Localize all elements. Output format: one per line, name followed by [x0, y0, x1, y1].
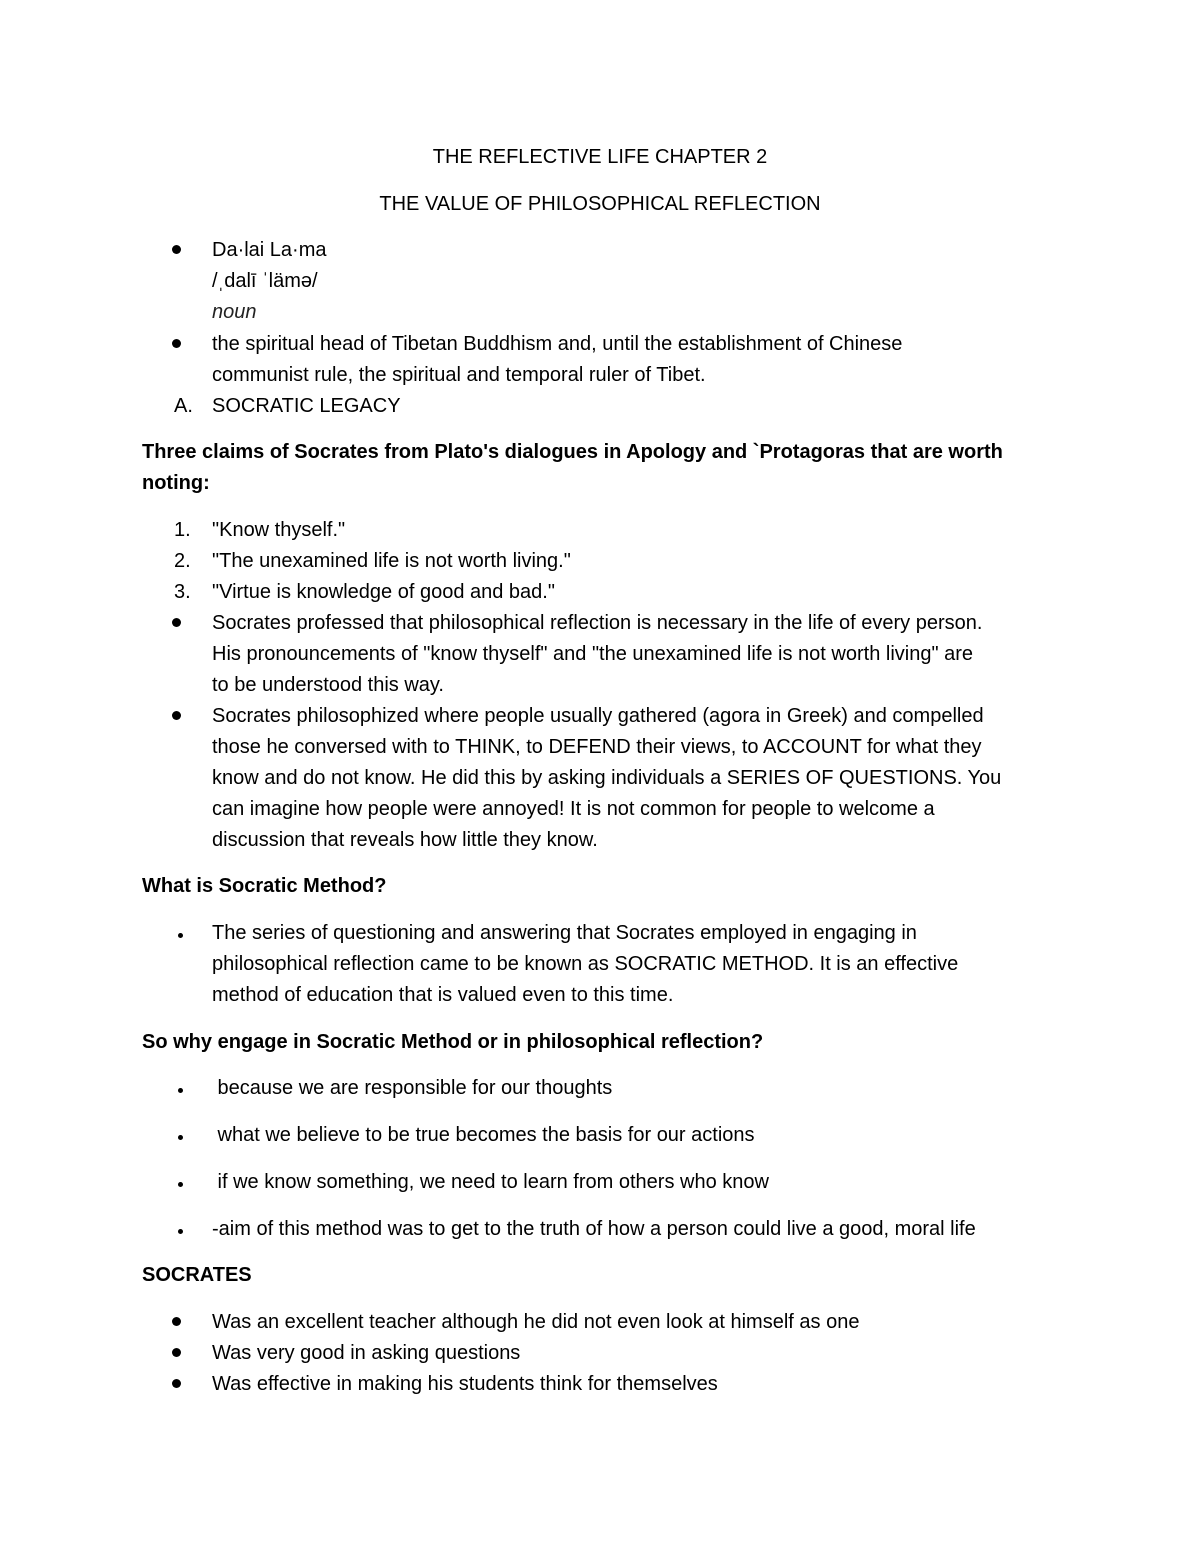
bullet-icon	[172, 1348, 181, 1357]
socrates-bullet-line: can imagine how people were annoyed! It is not common for people to welcome a	[212, 798, 935, 820]
claim-number: 1.	[174, 519, 191, 541]
claims-intro-line: Three claims of Socrates from Plato's dialogues in Apology and `Protagoras that are worth	[142, 441, 1003, 463]
bullet-icon	[178, 1088, 183, 1093]
socrates-bullet-line: Socrates philosophized where people usually gathered (agora in Greek) and compelled	[212, 705, 984, 727]
section-a-marker: A.	[174, 395, 193, 417]
socrates-bullet-line: know and do not know. He did this by asking individuals a SERIES OF QUESTIONS. You	[212, 767, 1002, 789]
why-item: if we know something, we need to learn from others who know	[212, 1171, 769, 1193]
socrates-item: Was an excellent teacher although he did not even look at himself as one	[212, 1311, 860, 1333]
dalai-lama-definition-line: communist rule, the spiritual and temporal ruler of Tibet.	[212, 364, 706, 386]
dalai-lama-term: Da·lai La·ma	[212, 239, 327, 261]
page-title: THE REFLECTIVE LIFE CHAPTER 2	[432, 146, 768, 168]
claim-text: "Know thyself."	[212, 519, 346, 541]
bullet-icon	[172, 339, 181, 348]
socrates-bullet-line: discussion that reveals how little they know.	[212, 829, 598, 851]
section-a-heading: SOCRATIC LEGACY	[212, 395, 401, 417]
bullet-icon	[178, 933, 183, 938]
bullet-icon	[178, 1229, 183, 1234]
bullet-icon	[178, 1135, 183, 1140]
bullet-icon	[178, 1182, 183, 1187]
why-item: -aim of this method was to get to the truth of how a person could live a good, moral life	[212, 1218, 976, 1240]
method-heading: What is Socratic Method?	[142, 875, 387, 897]
claims-intro-line: noting:	[142, 472, 210, 494]
method-line: The series of questioning and answering that Socrates employed in engaging in	[212, 922, 917, 944]
claim-text: "Virtue is knowledge of good and bad."	[212, 581, 555, 603]
method-line: method of education that is valued even to this time.	[212, 984, 674, 1006]
method-line: philosophical reflection came to be known as SOCRATIC METHOD. It is an effective	[212, 953, 959, 975]
socrates-bullet-line: His pronouncements of "know thyself" and "the unexamined life is not worth living" are	[212, 643, 974, 665]
dalai-lama-definition-line: the spiritual head of Tibetan Buddhism and, until the establishment of Chinese	[212, 333, 903, 355]
socrates-bullet-line: to be understood this way.	[212, 674, 444, 696]
socrates-item: Was effective in making his students think for themselves	[212, 1373, 718, 1395]
bullet-icon	[172, 1317, 181, 1326]
bullet-icon	[172, 618, 181, 627]
bullet-icon	[172, 1379, 181, 1388]
socrates-bullet-line: those he conversed with to THINK, to DEFEND their views, to ACCOUNT for what they	[212, 736, 982, 758]
claim-number: 3.	[174, 581, 191, 603]
bullet-icon	[172, 711, 181, 720]
dalai-lama-pronunciation: /ˌdalī ˈlämə/	[212, 270, 318, 292]
socrates-heading: SOCRATES	[142, 1264, 252, 1286]
claim-text: "The unexamined life is not worth living."	[212, 550, 571, 572]
why-item: because we are responsible for our thoughts	[212, 1077, 613, 1099]
socrates-item: Was very good in asking questions	[212, 1342, 521, 1364]
bullet-icon	[172, 245, 181, 254]
claim-number: 2.	[174, 550, 191, 572]
page-subtitle: THE VALUE OF PHILOSOPHICAL REFLECTION	[379, 193, 821, 215]
socrates-bullet-line: Socrates professed that philosophical reflection is necessary in the life of every person.	[212, 612, 983, 634]
why-heading: So why engage in Socratic Method or in philosophical reflection?	[142, 1031, 764, 1053]
dalai-lama-part-of-speech: noun	[212, 301, 257, 323]
why-item: what we believe to be true becomes the basis for our actions	[212, 1124, 755, 1146]
